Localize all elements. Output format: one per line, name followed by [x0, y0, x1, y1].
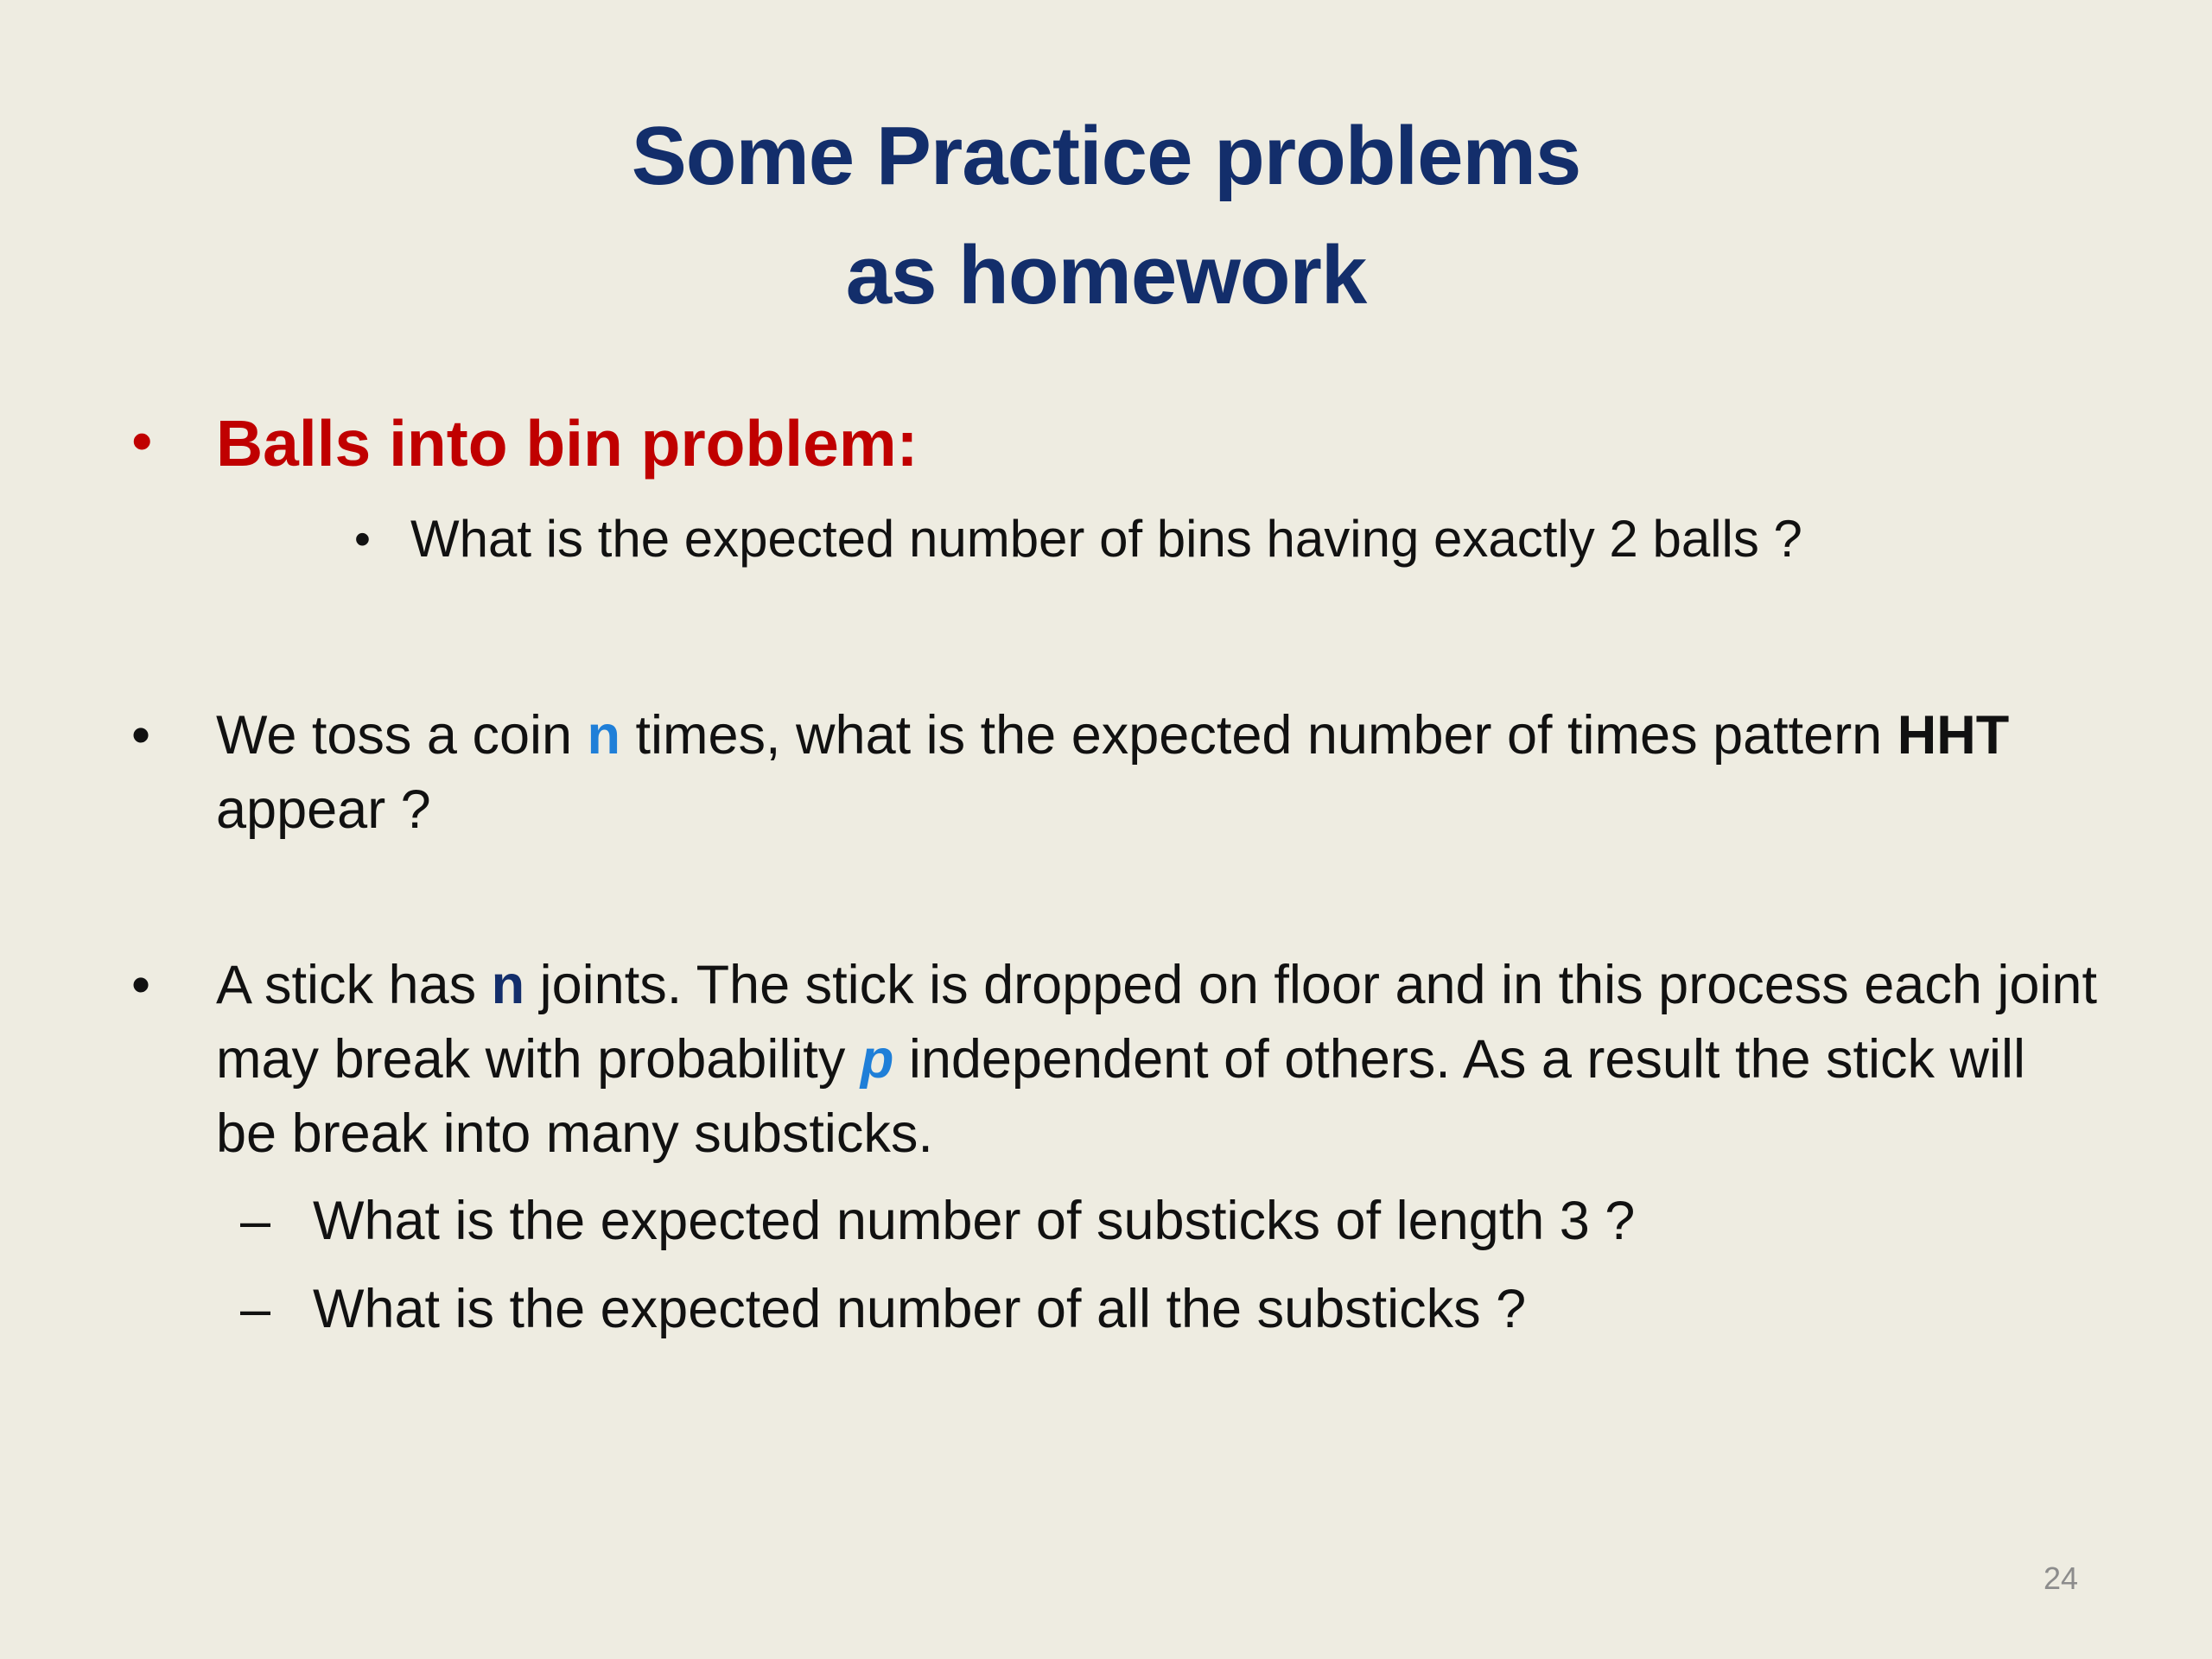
- dash-marker-1: –: [240, 1191, 271, 1251]
- bullet-3-part1: A stick has: [216, 955, 492, 1015]
- variable-n: n: [587, 705, 621, 766]
- bullet-marker-3: •: [131, 955, 151, 1015]
- bullet-3-sub-item-1: What is the expected number of substicks of length 3 ?: [313, 1191, 1636, 1251]
- bullet-3-part3: independent of others. As a result the stick will be break into many substicks.: [216, 1029, 2026, 1164]
- title-line-2: as homework: [845, 229, 1367, 321]
- bullet-2-part1: We toss a coin: [216, 705, 588, 766]
- pattern-hht: HHT: [1897, 705, 2010, 766]
- slide-title: [0, 97, 2212, 335]
- variable-p: p: [860, 1029, 894, 1090]
- title-line-1: Some Practice problems: [631, 110, 1581, 202]
- bullet-2-part2: times, what is the expected number of times pattern: [620, 705, 1897, 766]
- bullet-3-text: [216, 948, 2100, 1171]
- bullet-1-sub-item: What is the expected number of bins having exactly 2 balls ?: [410, 510, 1802, 568]
- variable-n: n: [491, 955, 525, 1015]
- bullet-marker-2: •: [131, 705, 151, 766]
- bullet-2-part3: appear ?: [216, 779, 431, 840]
- bullet-3-part2: joints. The stick is dropped on floor and in this process each joint may break with probability: [216, 955, 2097, 1090]
- bullet-1-heading: Balls into bin problem:: [216, 407, 918, 480]
- sub-bullet-marker-1: •: [354, 513, 371, 565]
- page-number: 24: [2043, 1560, 2078, 1596]
- bullet-2-text: [216, 698, 2100, 847]
- bullet-marker-1: •: [131, 407, 153, 474]
- dash-marker-2: –: [240, 1279, 271, 1339]
- bullet-3-sub-item-2: What is the expected number of all the substicks ?: [313, 1279, 1527, 1339]
